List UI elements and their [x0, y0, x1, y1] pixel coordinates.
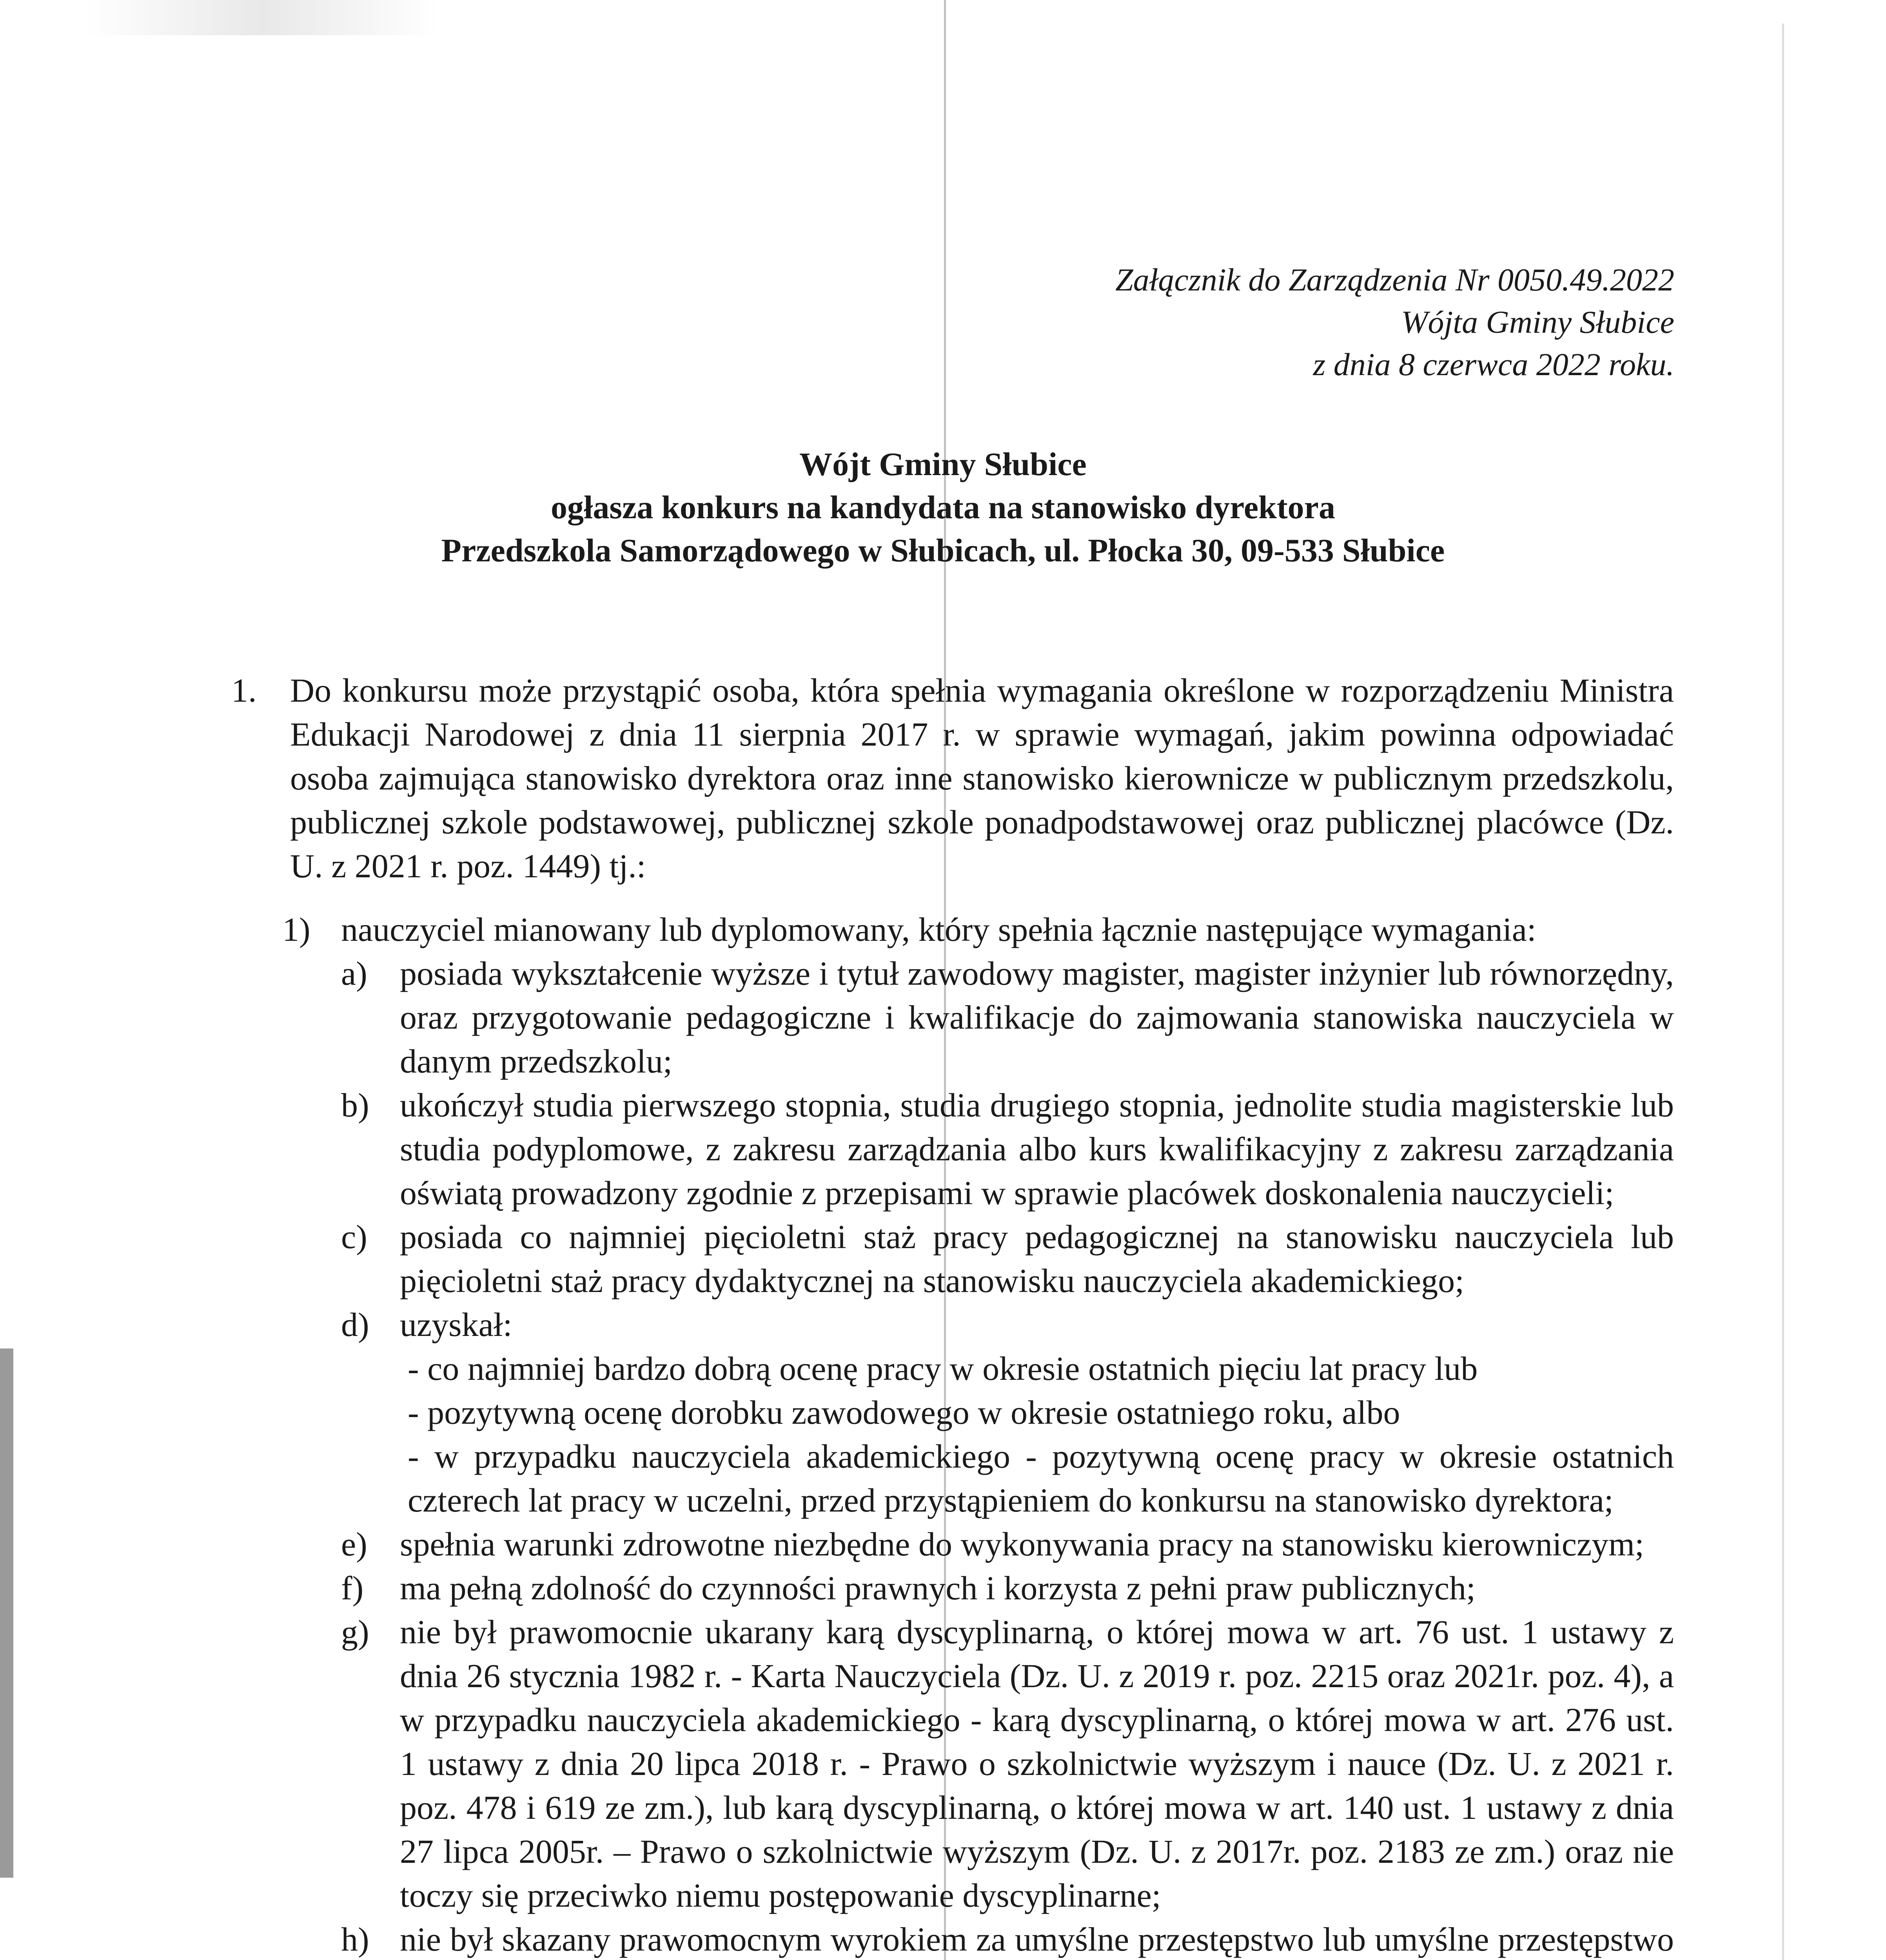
- section-1-number: 1.: [231, 671, 257, 709]
- subitem-letter: c): [341, 1218, 367, 1256]
- subitem-text: posiada wykształcenie wyższe i tytuł zawodowy magister, magister inżynier lub równorzędny, oraz przygotowanie pedagogiczne i kwalifikacje do zajmowania stanowiska nauczyciela w danym przedszkolu;: [400, 955, 1674, 1080]
- item-1-number: 1): [282, 911, 310, 948]
- annex-header-line-3: z dnia 8 czerwca 2022 roku.: [1313, 347, 1674, 382]
- section-1-text: Do konkursu może przystąpić osoba, która spełnia wymagania określone w rozporządzeniu Ministra Edukacji Narodowej z dnia 11 sierpnia 2017 r. w sprawie wymagań, jakim powinna odpowiadać osoba zajmująca stanowisko dyrektora oraz inne stanowisko kierownicze w publicznym przedszkolu, publicznej szkole podstawowej, publicznej szkole ponadpodstawowej oraz publicznej placówce (Dz. U. z 2021 r. poz. 1449) tj.:: [290, 671, 1674, 885]
- subitem-a: [231, 951, 1674, 1083]
- subitem-h: [231, 1917, 1674, 1960]
- scan-right-edge: [1782, 24, 1784, 1960]
- announcement-title: [0, 443, 1886, 572]
- title-line-1: Wójt Gminy Słubice: [799, 446, 1087, 483]
- subitem-text: posiada co najmniej pięcioletni staż pracy pedagogicznej na stanowisku nauczyciela lub pięcioletni staż pracy dydaktycznej na stanowisku nauczyciela akademickiego;: [400, 1218, 1674, 1299]
- subitem-e: [231, 1522, 1674, 1566]
- scan-smudge: [86, 0, 439, 35]
- subitem-letter: f): [341, 1569, 364, 1607]
- subitem-text: ukończył studia pierwszego stopnia, studia drugiego stopnia, jednolite studia magisterskie lub studia podyplomowe, z zakresu zarządzania albo kurs kwalifikacyjny z zakresu zarządzania oświatą prowadzony zgodnie z przepisami w sprawie placówek doskonalenia nauczycieli;: [400, 1086, 1674, 1212]
- subitem-g: [231, 1610, 1674, 1917]
- subitem-letter: e): [341, 1525, 367, 1563]
- subitem-letter: b): [341, 1086, 369, 1124]
- annex-header-line-2: Wójta Gminy Słubice: [1401, 304, 1674, 340]
- subitem-text: spełnia warunki zdrowotne niezbędne do wykonywania pracy na stanowisku kierowniczym;: [400, 1525, 1644, 1563]
- item-1-text: nauczyciel mianowany lub dyplomowany, który spełnia łącznie następujące wymagania:: [341, 911, 1536, 948]
- subitem-d-dash-3: - w przypadku nauczyciela akademickiego - pozytywną ocenę pracy w okresie ostatnich czterech lat pracy w uczelni, przed przystąpieniem do konkursu na stanowisko dyrektora;: [408, 1437, 1674, 1519]
- subitem-letter: g): [341, 1613, 369, 1651]
- subitem-text: uzyskał:: [400, 1306, 512, 1343]
- document-body: [231, 668, 1674, 1960]
- section-1: [231, 668, 1674, 888]
- subitem-text: ma pełną zdolność do czynności prawnych i korzysta z pełni praw publicznych;: [400, 1569, 1476, 1607]
- subitem-b: [231, 1083, 1674, 1215]
- subitem-letter: d): [341, 1306, 369, 1343]
- subitem-d-dash-2: - pozytywną ocenę dorobku zawodowego w okresie ostatniego roku, albo: [408, 1394, 1400, 1431]
- subitem-text: nie był prawomocnie ukarany karą dyscyplinarną, o której mowa w art. 76 ust. 1 ustawy z dnia 26 stycznia 1982 r. - Karta Nauczyciela (Dz. U. z 2019 r. poz. 2215 oraz 2021r. poz. 4), a w przypadku nauczyciela akademickiego - karą dyscyplinarną, o której mowa w art. 276 ust. 1 ustawy z dnia 20 lipca 2018 r. - Prawo o szkolnictwie wyższym i nauce (Dz. U. z 2021 r. poz. 478 i 619 ze zm.), lub karą dyscyplinarną, o której mowa w art. 140 ust. 1 ustawy z dnia 27 lipca 2005r. – Prawo o szkolnictwie wyższym (Dz. U. z 2017r. poz. 2183 ze zm.) oraz nie toczy się przeciwko niemu postępowanie dyscyplinarne;: [400, 1613, 1674, 1914]
- annex-header-line-1: Załącznik do Zarządzenia Nr 0050.49.2022: [1115, 262, 1674, 298]
- subitem-f: [231, 1566, 1674, 1610]
- subitem-text: nie był skazany prawomocnym wyrokiem za umyślne przestępstwo lub umyślne przestępstwo: [400, 1920, 1674, 1958]
- title-line-2: ogłasza konkurs na kandydata na stanowisko dyrektora: [551, 489, 1335, 526]
- title-line-3: Przedszkola Samorządowego w Słubicach, ul. Płocka 30, 09-533 Słubice: [441, 532, 1445, 569]
- scan-left-bar: [0, 1348, 13, 1878]
- subitem-letter: a): [341, 955, 367, 992]
- annex-header: [1115, 259, 1674, 386]
- subitem-d: [231, 1303, 1674, 1522]
- item-1: [231, 907, 1674, 951]
- subitem-d-dash-1: - co najmniej bardzo dobrą ocenę pracy w okresie ostatnich pięciu lat pracy lub: [408, 1350, 1478, 1387]
- subitem-c: [231, 1215, 1674, 1303]
- subitem-letter: h): [341, 1920, 369, 1958]
